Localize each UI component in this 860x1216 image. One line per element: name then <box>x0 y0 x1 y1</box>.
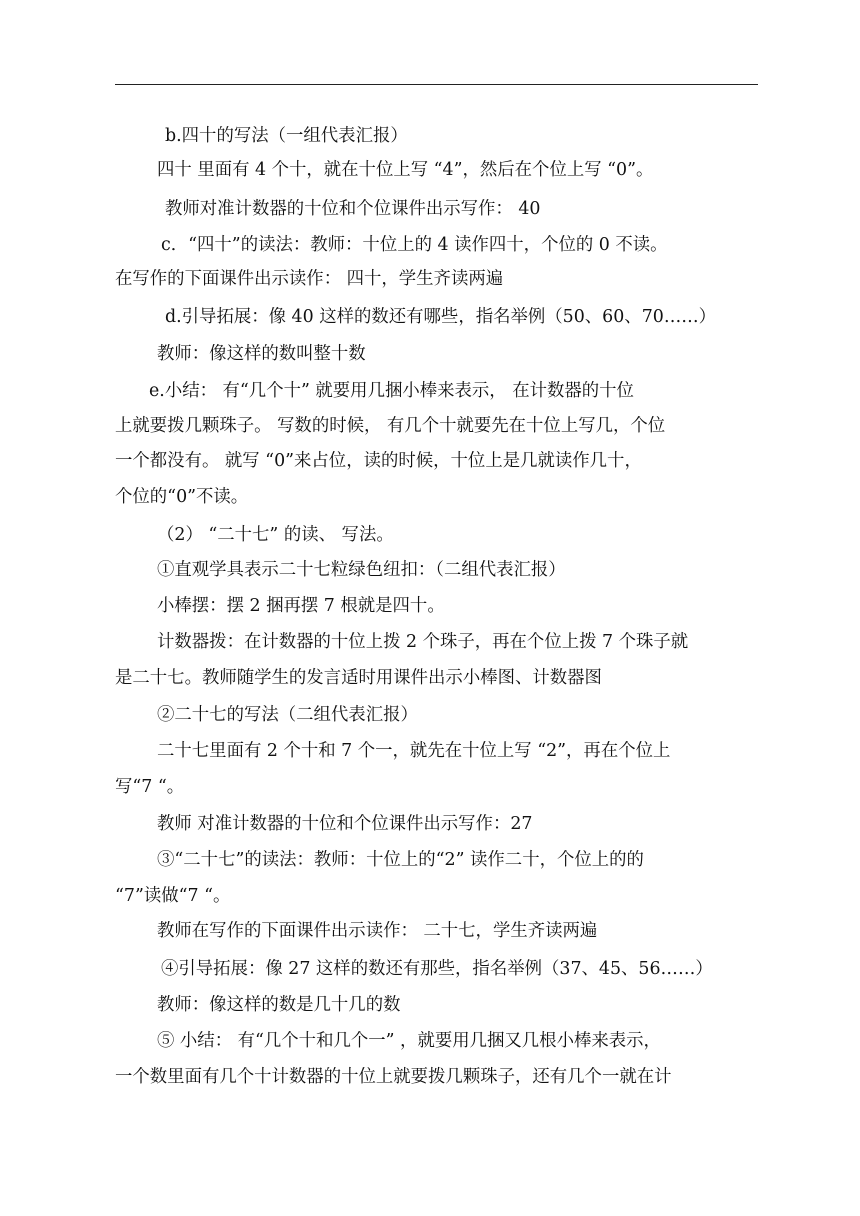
line-section-2-heading: （2） “二十七” 的读、 写法。 <box>157 525 394 545</box>
line-zhengshi: 教师：像这样的数叫整十数 <box>157 344 366 364</box>
line-step-1: ①直观学具表示二十七粒绿色纽扣：（二组代表汇报） <box>157 560 566 580</box>
line-27-writing-1: 二十七里面有 2 个十和 7 个一，就先在十位上写 “2”，再在个位上 <box>157 741 671 761</box>
line-step-2: ②二十七的写法（二组代表汇报） <box>157 705 418 725</box>
line-step-3-2: “7”读做“7 “。 <box>115 886 231 906</box>
line-e-summary-1: e.小结： 有“几个十” 就要用几捆小棒来表示， 在计数器的十位 <box>149 381 634 401</box>
line-e-summary-2: 上就要拨几颗珠子。 写数的时候， 有几个十就要先在十位上写几，个位 <box>115 416 666 436</box>
line-e-summary-4: 个位的“0”不读。 <box>115 487 249 507</box>
line-step-3-1: ③“二十七”的读法：教师：十位上的“2” 读作二十，个位上的的 <box>157 850 644 870</box>
line-jishiji: 教师：像这样的数是几十几的数 <box>157 995 401 1015</box>
line-abacus-2: 是二十七。教师随学生的发言适时用课件出示小棒图、计数器图 <box>115 668 602 688</box>
line-step-5-1: ⑤ 小结： 有“几个十和几个一” ，就要用几捆又几根小棒来表示， <box>157 1031 661 1051</box>
line-sticks: 小棒摆：摆 2 捆再摆 7 根就是四十。 <box>157 596 445 616</box>
line-sishi-writing: 四十 里面有 4 个十，就在十位上写 “4”，然后在个位上写 “0”。 <box>157 160 654 180</box>
line-e-summary-3: 一个都没有。 就写 “0”来占位，读的时候，十位上是几就读作几十， <box>115 451 642 471</box>
line-teacher-write-27: 教师 对准计数器的十位和个位课件出示写作：27 <box>157 814 533 834</box>
line-teacher-write-40: 教师对准计数器的十位和个位课件出示写作： 40 <box>165 199 541 219</box>
line-27-writing-2: 写“7 “。 <box>115 777 185 797</box>
line-d-extension: d.引导拓展：像 40 这样的数还有哪些，指名举例（50、60、70……） <box>165 307 717 327</box>
line-read-27: 教师在写作的下面课件出示读作： 二十七，学生齐读两遍 <box>157 921 598 941</box>
line-abacus-1: 计数器拨：在计数器的十位上拨 2 个珠子，再在个位上拨 7 个珠子就 <box>157 632 689 652</box>
line-step-5-2: 一个数里面有几个十计数器的十位上就要拨几颗珠子，还有几个一就在计 <box>115 1067 672 1087</box>
line-read-twice: 在写作的下面课件出示读作： 四十，学生齐读两遍 <box>115 269 504 289</box>
line-b-heading: b.四十的写法（一组代表汇报） <box>165 126 408 146</box>
line-step-4: ④引导拓展：像 27 这样的数还有那些，指名举例（37、45、56……） <box>161 959 713 979</box>
line-c-reading: c．“四十”的读法：教师：十位上的 4 读作四十，个位的 0 不读。 <box>161 235 668 255</box>
